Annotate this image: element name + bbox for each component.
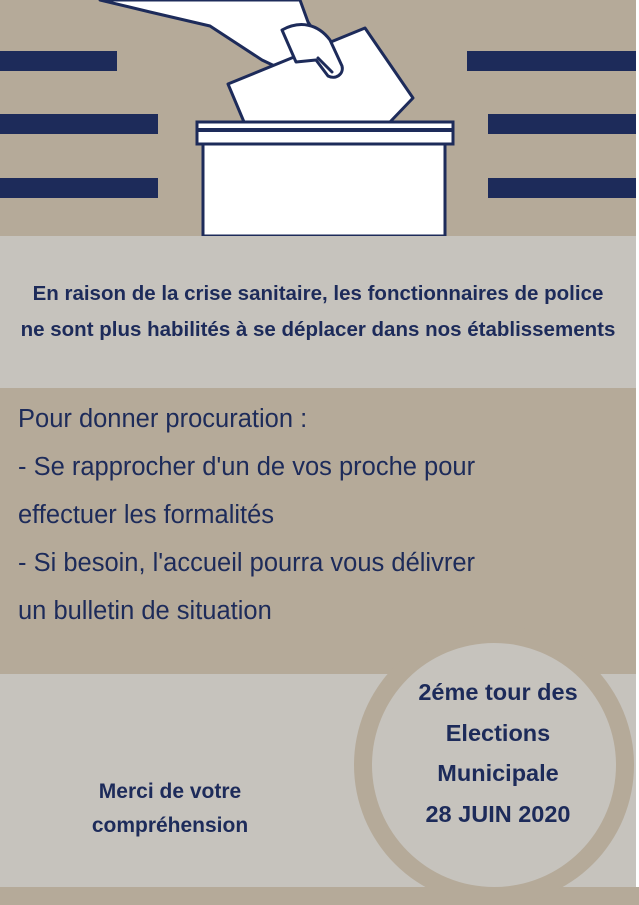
info-line: un bulletin de situation (18, 597, 272, 625)
info-line: - Si besoin, l'accueil pourra vous délivrer (18, 549, 475, 577)
notice-banner (0, 236, 636, 388)
info-line: effectuer les formalités (18, 501, 275, 529)
info-line: - Se rapprocher d'un de vos proche pour (18, 453, 476, 481)
hero-illustration (0, 0, 636, 236)
round-line: 2éme tour des (418, 679, 578, 705)
info-heading: Pour donner procuration : (18, 405, 308, 433)
election-date: 28 JUIN 2020 (425, 800, 571, 827)
notice-text: En raison de la crise sanitaire, les fonctionnaires de police ne sont plus habilités à se déplacer dans nos établissements (20, 282, 616, 341)
round-line: Elections (445, 719, 551, 746)
proxy-info-section (0, 388, 636, 674)
thanks-message: Merci de votre compréhension (91, 780, 249, 837)
ballot-box-hand-icon (0, 0, 636, 236)
election-date-text (384, 672, 612, 834)
round-line: Municipale (437, 760, 559, 786)
